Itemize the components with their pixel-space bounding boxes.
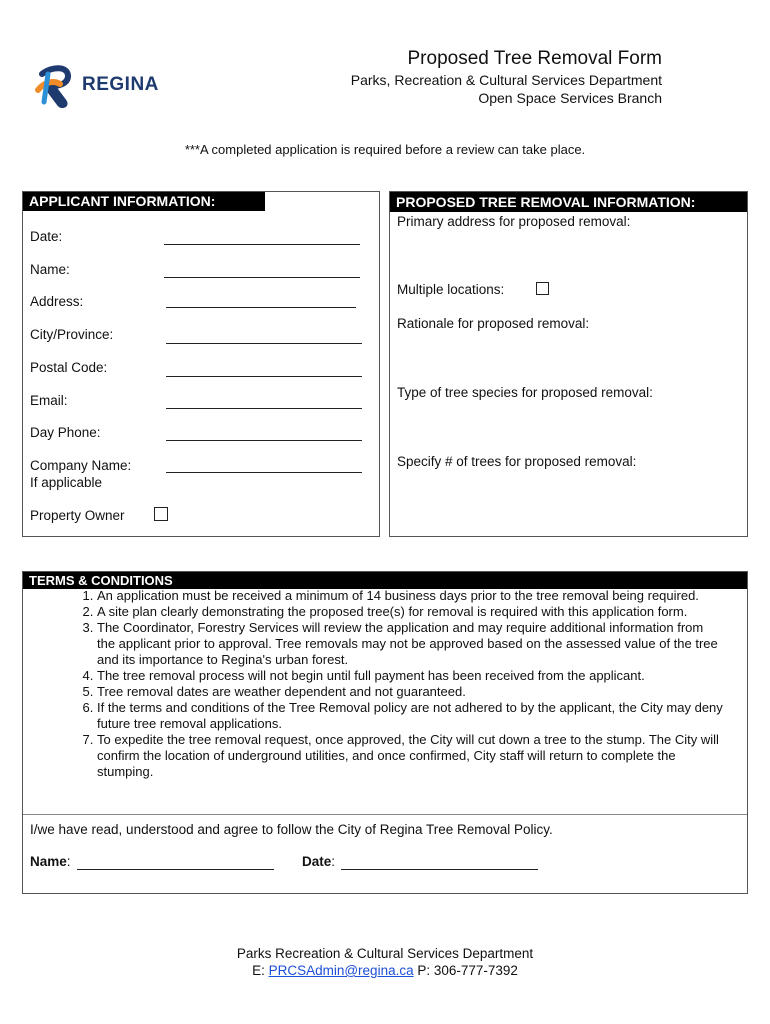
department-name: Parks, Recreation & Cultural Services Department [350,72,662,88]
branch-name: Open Space Services Branch [478,90,662,106]
company-note: If applicable [30,475,103,490]
email-field[interactable] [166,407,362,409]
signature-name-label: Name [30,854,67,869]
date-label: Date: [30,229,63,244]
company-name-field[interactable] [166,471,362,473]
day-phone-field[interactable] [166,439,362,441]
applicant-section [22,191,380,537]
terms-list [23,588,723,780]
primary-address-label: Primary address for proposed removal: [397,214,631,229]
postal-code-label: Postal Code: [30,360,108,375]
terms-item: 4. The tree removal process will not begin until full payment has been received from the applicant. [97,668,723,684]
name-field[interactable] [164,276,360,278]
footer-department: Parks Recreation & Cultural Services Department [236,946,534,961]
terms-item: 6. If the terms and conditions of the Tree Removal policy are not adhered to by the applicant, the City may deny future tree removal applications. [97,700,723,732]
company-name-label: Company Name: [30,458,132,473]
applicant-heading: APPLICANT INFORMATION: [23,192,265,211]
footer-email-link[interactable]: PRCSAdmin@regina.ca [268,963,414,978]
postal-code-field[interactable] [166,375,362,377]
property-owner-checkbox[interactable] [154,507,168,521]
terms-item: 3. The Coordinator, Forestry Services will review the application and may require additional information from the applicant prior to approval. Tree removals may not be approved based on the assessed value of the tree and its importance to Regina's urban forest. [97,620,723,668]
signature-name-group [30,853,71,871]
signature-date-field[interactable] [341,868,538,870]
email-label: Email: [30,393,68,408]
required-notice: ***A completed application is required before a review can take place. [184,142,586,157]
form-title: Proposed Tree Removal Form [407,48,662,69]
property-owner-label: Property Owner [30,508,125,523]
address-label: Address: [30,294,84,309]
day-phone-label: Day Phone: [30,425,101,440]
footer-contact [0,963,770,978]
terms-item: 2. A site plan clearly demonstrating the proposed tree(s) for removal is required with this application form. [97,604,723,620]
city-province-label: City/Province: [30,327,114,342]
footer-email-prefix: E: [252,963,269,978]
regina-r-icon [34,64,80,108]
terms-item: 7. To expedite the tree removal request, once approved, the City will cut down a tree to the stump. The City will confirm the location of underground utilities, and once confirmed, City staff will return to complete the stumping. [97,732,723,780]
signature-name-field[interactable] [77,868,274,870]
logo-wordmark: REGINA [82,74,159,95]
signature-date-label: Date [302,854,332,869]
footer-phone: P: 306-777-7392 [413,963,518,978]
address-field[interactable] [166,306,356,308]
terms-item: 5. Tree removal dates are weather dependent and not guaranteed. [97,684,723,700]
species-label: Type of tree species for proposed removal: [397,385,653,400]
tree-count-label: Specify # of trees for proposed removal: [397,454,637,469]
name-label: Name: [30,262,70,277]
city-province-field[interactable] [166,342,362,344]
multiple-locations-label: Multiple locations: [397,282,505,297]
signature-name-colon: : [66,854,71,869]
terms-item: 1. An application must be received a minimum of 14 business days prior to the tree removal being required. [97,588,723,604]
agreement-statement: I/we have read, understood and agree to follow the City of Regina Tree Removal Policy. [30,822,553,837]
proposed-removal-section [389,191,748,537]
multiple-locations-checkbox[interactable] [536,282,549,295]
rationale-label: Rationale for proposed removal: [397,316,590,331]
signature-date-colon: : [331,854,336,869]
terms-section [22,571,748,894]
regina-logo [34,64,174,108]
signature-date-group [302,853,335,871]
terms-divider [23,814,747,815]
proposed-heading: PROPOSED TREE REMOVAL INFORMATION: [390,192,747,212]
terms-heading: TERMS & CONDITIONS [23,572,747,589]
date-field[interactable] [164,243,360,245]
